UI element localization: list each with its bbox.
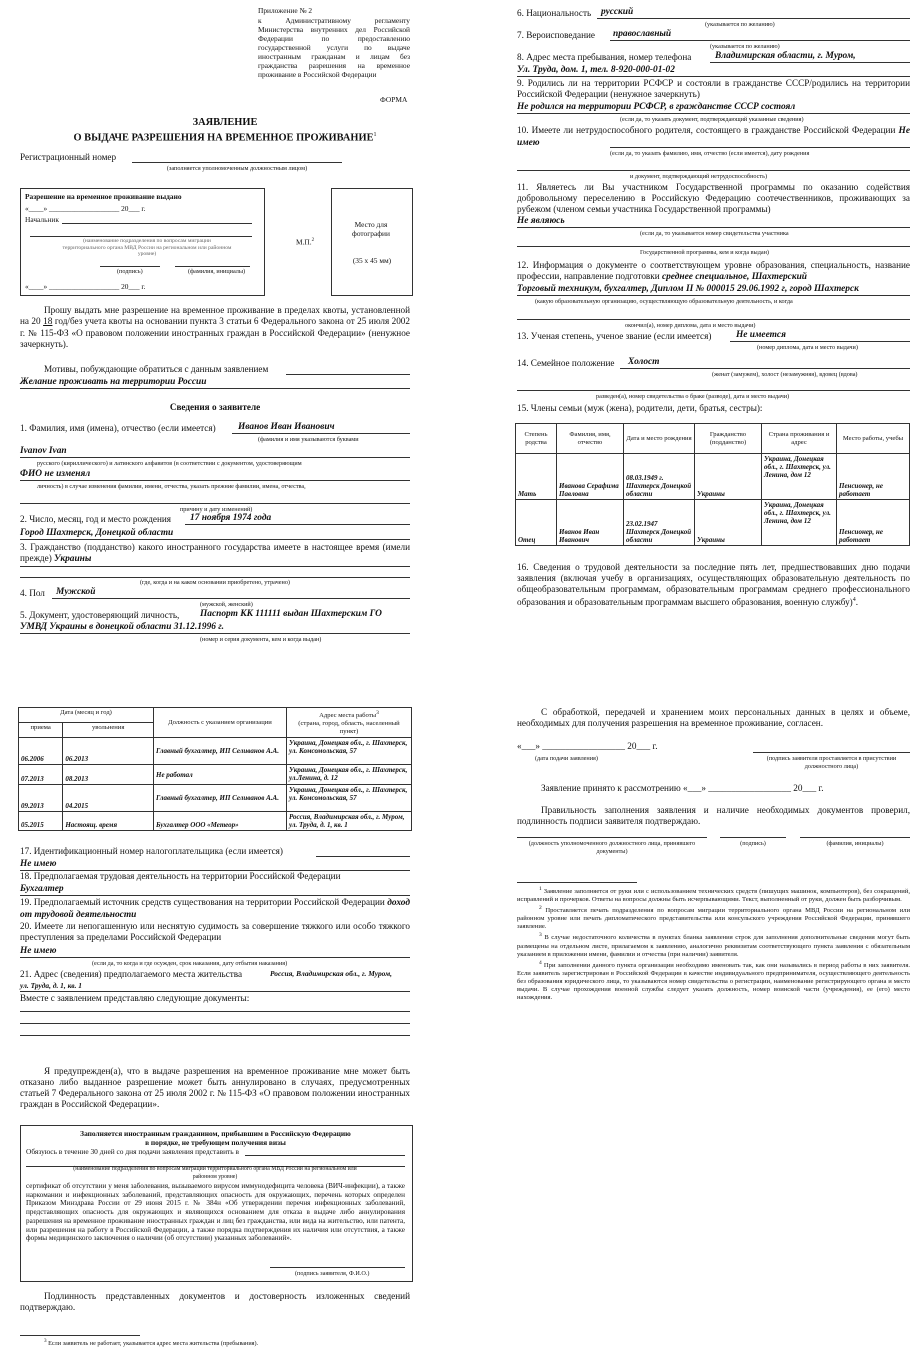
q2-value: 17 ноября 1974 года [190, 513, 272, 523]
q11-note-2: Государственной программы, кем и когда выдан) [640, 249, 769, 256]
family-residence: Украина, Донецкая обл., г. Шахтерск, ул. Ленина, дом 12 [762, 500, 837, 546]
q1-label: 1. Фамилия, имя (имена), отчество (если имеется) [20, 423, 216, 433]
request-text: Прошу выдать мне разрешение на временное проживание в пределах квоты, установленной на 20 [20, 305, 410, 326]
official-position-note: (должность уполномоченного должностного лица, принявшего документы) [528, 840, 696, 855]
applicant-section-title: Сведения о заявителе [169, 402, 261, 412]
footnote-3-mark: 3 [44, 1338, 47, 1344]
page-title [20, 117, 430, 144]
family-name: Иванова Серафима Павловна [557, 454, 624, 500]
work-hire: 06.2006 [19, 738, 63, 765]
footnote-1 [517, 885, 910, 904]
q1-latin: Ivanov Ivan [20, 446, 67, 456]
official-position-line [517, 837, 707, 838]
q13-line [730, 341, 910, 342]
q8-line [710, 62, 910, 63]
q12-line [517, 295, 910, 296]
q10-label [517, 125, 910, 149]
submission-date-note: (дата подачи заявления) [535, 755, 598, 762]
applicant-sign-note: (подпись заявителя проставляется в присутствии должностного лица) [766, 755, 897, 770]
q6-value: русский [601, 7, 634, 17]
title-line-1: ЗАЯВЛЕНИЕ [192, 117, 258, 128]
q14-value: Холост [628, 357, 660, 367]
consent-paragraph: С обработкой, передачей и хранением моих персональных данных в целях и объеме, необходимых для получения разрешения на временное проживание, согласен. [517, 707, 910, 728]
q16-footnote-mark: 4 [852, 597, 856, 603]
family-citizenship: Украины [695, 454, 762, 500]
q1-changed: ФИО не изменял [20, 469, 91, 479]
permit-issued-label: Разрешение на временное проживание выдано [25, 192, 182, 201]
q13-value: Не имеется [736, 330, 786, 340]
q17-line [316, 856, 410, 857]
warning-paragraph: Я предупрежден(а), что в выдаче разрешения на временное проживание мне может быть отказано либо выданное разрешение может быть аннулировано в случаях, предусмотренных статьей 7 Федерального закона от 25 июля 2002 г. № 115-ФЗ «О правовом положении иностранных граждан в Российской Федерации». [20, 1066, 410, 1109]
family-header: Степень родства [516, 424, 557, 454]
q19-label [20, 897, 410, 921]
work-header-address [287, 708, 412, 738]
q16-paragraph: 16. Сведения о трудовой деятельности за последние пять лет, предшествовавших дню подачи заявления (включая учебу в организациях, осуществляющих образовательную деятельность по общеобразовательным программам, образовательным программам среднего профессионального образования и образовательным программам высшего образования, военную службу)$^4$. [517, 562, 910, 608]
q20-note: (если да, то когда и где осужден, срок наказания, дату отбытия наказания) [92, 960, 288, 967]
table-row [516, 500, 910, 546]
work-address: Россия, Владимирская обл., г. Муром, ул. Труда, д. 1, кв. 1 [287, 812, 412, 831]
family-work: Пенсионер, не работает [837, 500, 910, 546]
work-header-address-2: (страна, город, область, населенный пункт) [298, 720, 400, 736]
family-residence: Украина, Донецкая обл., г. Шахтерск, ул. Ленина, дом 12 [762, 454, 837, 500]
footnote-3-right [517, 931, 910, 958]
q2-line-2 [20, 539, 410, 540]
title-footnote-mark: 1 [373, 132, 377, 138]
visa-box-heading-2: в порядке, не требующем получения визы [145, 1138, 286, 1147]
q12-label [517, 260, 910, 283]
work-address: Украина, Донецкая обл., г. Шахтерск, ул.Ленина, д. 12 [287, 765, 412, 785]
applicant-sign-line[interactable] [753, 752, 910, 753]
family-birth: 23.02.1947 Шахтерск Донецкой области [624, 500, 695, 546]
q14-line [620, 368, 910, 369]
visa-oblige-line [245, 1155, 405, 1156]
q5-note: (номер и серия документа, кем и когда выдан) [200, 636, 322, 643]
q10-note: (если да, то указать фамилию, имя, отчество (если имеется), дату рождения [610, 150, 810, 157]
q5-value-2: УМВД Украины в донецкой области 31.12.1996 г. [20, 622, 224, 632]
official-sign-note: (подпись) [740, 840, 766, 847]
q8-value-2: Ул. Труда, дом. 1, тел. 8-920-000-01-02 [517, 65, 675, 75]
footnote-separator [20, 1335, 140, 1336]
q18-value: Бухгалтер [20, 884, 64, 894]
footnote-3 [44, 1338, 258, 1348]
surname-note: (фамилия, инициалы) [188, 268, 246, 275]
visa-box-heading-1: Заполняется иностранным гражданином, прибывшим в Российскую Федерацию [80, 1129, 351, 1138]
q19-value: доход от трудовой деятельности [20, 898, 411, 920]
q7-value: православный [613, 29, 672, 39]
family-table [515, 423, 910, 546]
q9-line [517, 113, 910, 114]
q2-label: 2. Число, месяц, год и место рождения [20, 514, 172, 524]
work-header-position: Должность с указанием организации [154, 708, 287, 738]
q11-note: (если да, то указывается номер свидетельства участника [640, 230, 789, 237]
motives-line [286, 374, 410, 375]
q21-value-2: ул. Труда, д. 1, кв. 1 [20, 981, 83, 990]
photo-size: (35 х 45 мм) [352, 256, 392, 265]
q12-value-2: Торговый техникум, бухгалтер, Диплом II № 000015 29.06.1992 г, город Шахтерск [517, 284, 859, 294]
family-relation: Отец [516, 500, 557, 546]
sign-line [100, 266, 160, 267]
q14-note-2: разведен(а), номер свидетельства о браке (разводе), дата и место выдачи) [596, 393, 790, 400]
work-fire: 06.2013 [63, 738, 154, 765]
q7-note: (указывается по желанию) [710, 43, 780, 50]
visa-oblige: Обязуюсь в течение 30 дней со дня подачи заявления представить в [26, 1147, 239, 1156]
work-position: Бухгалтер ООО «Метеор» [154, 812, 287, 831]
footnote-1-text: Заявление заполняется от руки или с использованием технических средств (пишущих машинок, компьютеров), без сокращений, исправлений и прочерков. Ответы на вопросы должны быть исчерпывающими. Текст, выполненный от руки, должен быть разборчивым. [517, 888, 910, 904]
q10-note-2: и документ, подтверждающий нетрудоспособность) [630, 173, 767, 180]
photo-box [331, 188, 413, 296]
permit-date-line: «____» ___________________ 20___ г. [25, 204, 146, 213]
request-text-2: год/без учета квоты на основании пункта 3 статьи 6 Федерального закона от 25 июля 2002 г. № 115-ФЗ «О правовом положении иностранных граждан в Российской Федерации» (ненужное зачеркнуть). [20, 316, 410, 349]
right-page [460, 0, 920, 1351]
attached-line-2[interactable] [20, 1023, 410, 1024]
photo-label: Место для фотографии [352, 220, 390, 238]
q20-value-line [20, 957, 410, 958]
motives-value: Желание проживать на территории России [20, 377, 207, 387]
q8-label: 8. Адрес места пребывания, номер телефона [517, 52, 692, 62]
table-row [19, 738, 412, 765]
q10-line [610, 147, 910, 148]
family-header-row [516, 424, 910, 454]
q1-line [232, 433, 410, 434]
q6-note: (указывается по желанию) [705, 21, 775, 28]
permit-date-line-2: «____» ___________________ 20___ г. [25, 282, 146, 291]
q14-note: (женат (замужем), холост (незамужняя), вдовец (вдова) [712, 371, 858, 378]
q15-label: 15. Члены семьи (муж (жена), родители, дети, братья, сестры): [517, 403, 763, 413]
q1-note: (фамилия и имя указываются буквами [258, 436, 359, 443]
q4-line [52, 598, 410, 599]
motives-value-line [20, 388, 410, 389]
q21-value: Россия, Владимирская обл., г. Муром, [270, 969, 393, 978]
work-header-address-footnote: 3 [376, 710, 379, 716]
q7-label: 7. Вероисповедание [517, 30, 595, 40]
q12-value: среднее специальное, Шахтерский [661, 272, 808, 282]
q9-value: Не родился на территории РСФСР, в гражданстве СССР состоял [517, 102, 796, 112]
q3-label [20, 542, 410, 565]
registration-note: (заполняется уполномоченным должностным лицом) [166, 165, 308, 172]
stamp-footnote-mark: 2 [311, 238, 315, 243]
q6-label: 6. Национальность [517, 8, 592, 18]
work-position: Главный бухгалтер, ИП Селиванов А.А. [154, 738, 287, 765]
table-row [19, 785, 412, 812]
q9-label: 9. Родились ли на территории РСФСР и состояли в гражданстве СССР/родились на территории Российской Федерации (ненужное зачеркнуть) [517, 78, 910, 99]
footnote-2 [517, 904, 910, 931]
q3-text: 3. Гражданство (подданство) какого иностранного государства имеете в настоящее время (имели прежде) [20, 542, 410, 563]
table-row [19, 812, 412, 831]
footnote-3-right-text: В случае недостаточного количества в пунктах бланка заявления строк для заполнения дополнительные сведения могут быть размещены на отдельном листе, прилагаемом к заявлению, аналогично реквизитам соответствующего пункта заявления с обязательным указанием в приложении имени, фамилии и отчества (при наличии) заявителя. [517, 934, 910, 958]
q21-line [20, 991, 410, 992]
q12-note: (какую образовательную организацию, осуществляющую образовательную деятельность, и когда [535, 298, 793, 305]
family-citizenship: Украины [695, 500, 762, 546]
chief-line [62, 223, 252, 224]
appendix-text: к Административному регламенту Министерства внутренних дел Российской Федерации по предоставлению государственной услуги по выдаче иностранным гражданам и лицам без гражданства разрешения на временное проживание в Российской Федерации [258, 16, 410, 79]
work-position: Не работал [154, 765, 287, 785]
family-header: Страна проживания и адрес [762, 424, 837, 454]
q14-label: 14. Семейное положение [517, 358, 615, 368]
stamp-place [296, 236, 314, 246]
work-table-header-row [19, 708, 412, 723]
q17-label: 17. Идентификационный номер налогоплательщика (если имеется) [20, 846, 283, 856]
attached-line-1[interactable] [20, 1011, 410, 1012]
q19-text: 19. Предполагаемый источник средств существования на территории Российской Федерации [20, 897, 385, 907]
q3-note: (где, когда и на каком основании приобретено, утрачено) [140, 579, 290, 586]
q9-note: (если да, то указать документ, подтверждающий указанные сведения) [620, 116, 804, 123]
q13-label: 13. Ученая степень, ученое звание (если имеется) [517, 331, 712, 341]
q12-note-2: окончил(а), номер диплома, дата и место выдачи) [625, 322, 756, 329]
motives-label: Мотивы, побуждающие обратиться с данным заявлением [44, 364, 269, 374]
q3-line-2 [20, 577, 410, 578]
q1-extra-line [20, 503, 410, 504]
title-line-2: О ВЫДАЧЕ РАЗРЕШЕНИЯ НА ВРЕМЕННОЕ ПРОЖИВАНИЕ [73, 132, 374, 144]
q10-value: Не имею [517, 126, 911, 148]
visa-dept-note: (наименование подразделения по вопросам миграции территориального органа МВД России на региональном или районном уровне) [73, 1166, 357, 1180]
family-name: Иванов Иван Иванович [557, 500, 624, 546]
q5-label: 5. Документ, удостоверяющий личность, [20, 610, 180, 620]
q12-text: 12. Информация о документе о соответствующем уровне образования, специальность, название профессии, направление подготовки [517, 260, 910, 281]
family-header: Фамилия, имя, отчество [557, 424, 624, 454]
q3-value: Украины [54, 554, 92, 564]
footnote-3-text: Если заявитель не работает, указывается адрес места жительства (пребывания). [48, 1340, 259, 1348]
q1-value: Иванов Иван Иванович [238, 422, 335, 432]
q4-label: 4. Пол [20, 588, 45, 598]
footnote-3-right-mark: 3 [539, 932, 542, 939]
work-header-date: Дата (месяц и год) [19, 708, 154, 723]
q4-value: Мужской [56, 587, 96, 597]
q11-line [517, 227, 910, 228]
work-history-table [18, 707, 412, 831]
q13-note: (номер диплома, дата и место выдачи) [757, 344, 858, 351]
q2-value-2: Город Шахтерск, Донецкой области [20, 528, 174, 538]
family-header: Дата и место рождения [624, 424, 695, 454]
q11-line-2 [517, 246, 910, 247]
q20-value: Не имею [20, 946, 57, 956]
attached-label: Вместе с заявлением представляю следующие документы: [20, 993, 250, 1003]
chief-label: Начальник [25, 215, 59, 224]
footnote-2-text: Проставляется печать подразделения по вопросам миграции территориального органа МВД России на региональном или районном уровне или печать дипломатического представительства или консульского учреждения Российской Федерации, принявшего заявление. [517, 907, 910, 931]
q14-line-2 [517, 390, 910, 391]
family-work: Пенсионер, не работает [837, 454, 910, 500]
request-paragraph [20, 305, 410, 350]
q1-latin-line [20, 457, 410, 458]
q1-note-4: причину и дату изменений) [180, 506, 253, 513]
work-hire: 05.2015 [19, 812, 63, 831]
visa-box-text: сертификат об отсутствии у меня заболевания, вызываемого вирусом иммунодефицита человека (ВИЧ-инфекции), а также наркомании и инфекционных заболеваний, представляющих опасность для окружающих, перечень которых определен Приказом Минздрава России от 29 июня 2015 г. № 384н «Об утверждении перечня инфекционных заболеваний, представляющих опасность для окружающих и являющихся основанием для отказа в выдаче либо аннулирования разрешения на временное проживание иностранных граждан и лиц без гражданства, или вида на жительство, или патента, или разрешения на работу в Российской Федерации, а также порядка подтверждения их наличия или отсутствия, а также формы медицинского заключения о наличии (об отсутствии) указанных заболеваний». [26, 1182, 405, 1243]
submission-date-line: «___» __________________ 20___ г. [517, 741, 658, 751]
form-label: ФОРМА [380, 95, 408, 104]
official-sign-line [720, 837, 786, 838]
q10-line-2 [517, 170, 910, 171]
family-header: Гражданство (подданство) [695, 424, 762, 454]
q16-text: 16. Сведения о трудовой деятельности за последние пять лет, предшествовавших дню подачи заявления (включая учебу в организациях, осуществляющих образовательную деятельность по общеобразовательным программам, образовательным программам среднего профессионального образования и образовательным программам высшего образования, военную службу) [517, 562, 910, 608]
q10-text: 10. Имеете ли нетрудоспособного родителя, состоящего в гражданстве Российской Федерации [517, 125, 896, 135]
q6-line [597, 18, 910, 19]
q20-label: 20. Имеете ли непогашенную или неснятую судимость за совершение тяжкого или особо тяжкого преступления за пределами Российской Федерации [20, 921, 410, 942]
work-fire: 04.2015 [63, 785, 154, 812]
work-position: Главный бухгалтер, ИП Селиванов А.А. [154, 785, 287, 812]
work-fire: Настоящ. время [63, 812, 154, 831]
family-header: Место работы, учебы [837, 424, 910, 454]
q8-value: Владимирская области, г. Муром, [715, 51, 856, 61]
signature-note: (подпись) [117, 268, 143, 275]
q17-value: Не имею [20, 859, 57, 869]
visa-sign-note: (подпись заявителя, Ф.И.О.) [295, 1270, 370, 1277]
footnote-4 [517, 959, 910, 1002]
q18-label: 18. Предполагаемая трудовая деятельность на территории Российской Федерации [20, 871, 341, 881]
visa-sign-line [270, 1267, 405, 1268]
work-hire: 09.2013 [19, 785, 63, 812]
name-line [175, 266, 250, 267]
footnote-1-mark: 1 [539, 886, 542, 892]
family-birth: 08.03.1949 г. Шахтерск Донецкой области [624, 454, 695, 500]
q21-label: 21. Адрес (сведения) предполагаемого места жительства [20, 969, 243, 979]
q11-value: Не являюсь [517, 216, 565, 226]
q11-label: 11. Являетесь ли Вы участником Государственной программы по оказанию содействия добровольному переселению в Российскую Федерацию соотечественников, проживающих за рубежом (членом семьи участника Государственной программы) [517, 182, 910, 214]
work-hire: 07.2013 [19, 765, 63, 785]
footnote-4-text: При заполнении данного пункта организации необходимо именовать так, как они назывались в период работы в них заявителя. Если заявитель зарегистрирован в Российской Федерации в качестве индивидуального предпринимателя, осуществляющего деятельность без образования юридического лица, то указываются номер свидетельства о регистрации, наименование регистрирующего органа и место выдачи. В случае прохождения военной службы следует указать должность, номер воинской части (учреждения), ее (его) место нахождения. [517, 961, 911, 1001]
registration-number-line[interactable] [132, 162, 342, 163]
official-name-note: (фамилия, инициалы) [826, 840, 884, 847]
work-header-fire: увольнения [63, 723, 154, 738]
table-row [516, 454, 910, 500]
q5-line [20, 633, 410, 634]
table-row [19, 765, 412, 785]
work-header-address-text: Адрес места работы [319, 712, 377, 720]
authenticity-paragraph: Подлинность представленных документов и достоверность изложенных сведений подтверждаю. [20, 1291, 410, 1312]
q8-line-2 [517, 76, 910, 77]
q12-line-2 [517, 319, 910, 320]
footnote-2-mark: 2 [539, 905, 542, 912]
stamp-label: М.П. [296, 237, 312, 247]
family-relation: Мать [516, 454, 557, 500]
work-header-hire: приема [19, 723, 63, 738]
q2-line [185, 524, 410, 525]
work-fire: 08.2013 [63, 765, 154, 785]
visa-box-heading [24, 1129, 407, 1147]
accepted-line: Заявление принято к рассмотрению «___» __________________ 20___ г. [541, 783, 824, 793]
q1-changed-line [20, 480, 410, 481]
quota-year: 18 [43, 317, 53, 327]
checked-paragraph: Правильность заполнения заявления и наличие необходимых документов проверил, подлинность подписи заявителя подтверждаю. [517, 805, 910, 826]
appendix-header [258, 6, 410, 79]
registration-label: Регистрационный номер [20, 152, 117, 162]
dept-line [30, 236, 252, 237]
q1-note-3: личность) в случае изменения фамилии, имени, отчества, указать прежние фамилии, имена, отчества, [37, 483, 306, 490]
official-name-line [800, 837, 910, 838]
q18-value-line [20, 895, 410, 896]
work-address: Украина, Донецкая обл., г. Шахтерск, ул. Комсомольская, 57 [287, 738, 412, 765]
work-address: Украина, Донецкая обл., г. Шахтерск, ул. Комсомольская, 57 [287, 785, 412, 812]
q5-value: Паспорт КК 111111 выдан Шахтерским ГО [200, 609, 382, 619]
q4-note: (мужской, женский) [200, 601, 253, 608]
q1-note-2: русского (кириллического) и латинского алфавитов (в соответствии с документом, удостоверяющим [37, 460, 302, 467]
attached-line-3[interactable] [20, 1035, 410, 1036]
appendix-number: Приложение № 2 [258, 6, 313, 15]
footnote-4-mark: 4 [539, 959, 542, 966]
footnotes-block [517, 885, 910, 1002]
q3-line [20, 566, 410, 567]
footnotes-separator [517, 882, 637, 883]
dept-note: (наименование подразделения по вопросам миграции территориального органа МВД России на региональном или районном уровне) [62, 238, 232, 257]
